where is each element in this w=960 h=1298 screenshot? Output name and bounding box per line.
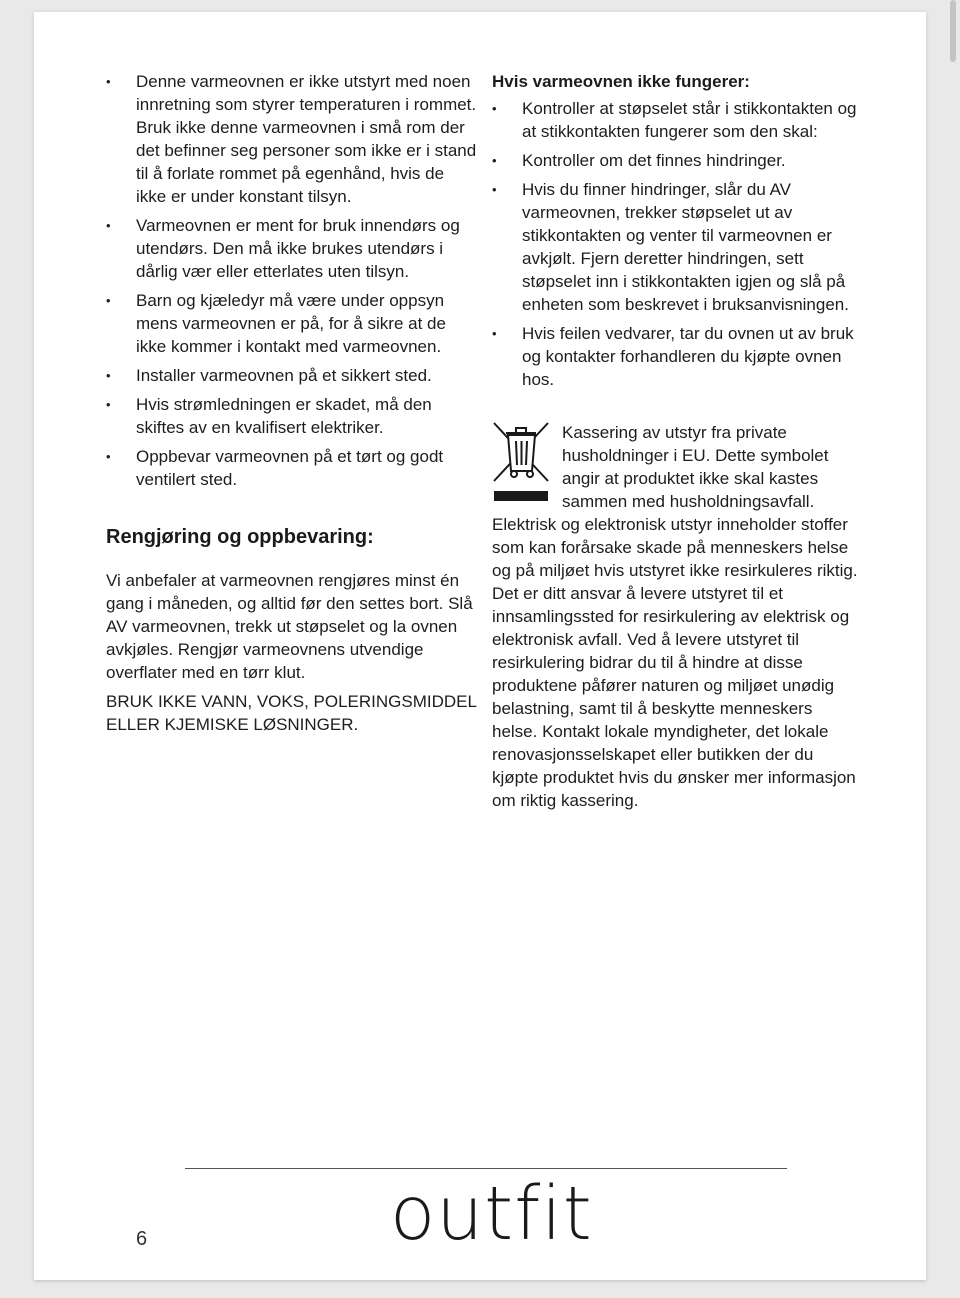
list-item: • Denne varmeovnen er ikke utstyrt med noen innretning som styrer temperaturen i rommet. Bruk ikke denne varmeovnen i små rom der det befinner seg personer som ikke er i stand til å forlate rommet på egenhånd, hvis de ikke er under konstant tilsyn.	[106, 70, 478, 208]
disposal-intro: Kassering av utstyr fra private husholdninger i EU. Dette symbolet angir at produktet ikke skal kastes sammen med husholdningsavfall.	[562, 423, 829, 511]
list-item: • Barn og kjæledyr må være under oppsyn mens varmeovnen er på, for å sikre at de ikke kommer i kontakt med varmeovnen.	[106, 289, 478, 358]
troubleshooting-list	[492, 97, 860, 391]
list-item: • Hvis du finner hindringer, slår du AV varmeovnen, trekker støpselet ut av stikkontakten og venter til varmeovnen er avkjølt. Fjern deretter hindringen, sett støpselet inn i stikkontakten igjen og slå på enheten som beskrevet i bruksanvisningen.	[492, 178, 860, 316]
cleaning-heading: Rengjøring og oppbevaring:	[106, 526, 374, 548]
left-column	[106, 70, 478, 736]
list-item: • Installer varmeovnen på et sikkert sted.	[106, 364, 478, 387]
right-column	[492, 70, 860, 812]
list-item: • Kontroller at støpselet står i stikkontakten og at stikkontakten fungerer som den skal:	[492, 97, 860, 143]
list-item: • Kontroller om det finnes hindringer.	[492, 149, 860, 172]
page-number: 6	[136, 1228, 148, 1250]
brand-logo: outfit	[390, 1171, 593, 1257]
footer-divider	[185, 1168, 787, 1169]
crossed-out-wheelie-bin-icon	[492, 421, 550, 505]
scrollbar[interactable]	[950, 0, 956, 62]
list-item: • Hvis feilen vedvarer, tar du ovnen ut av bruk og kontakter forhandleren du kjøpte ovnen hos.	[492, 322, 860, 391]
manual-page	[34, 12, 926, 1280]
disposal-body: Elektrisk og elektronisk utstyr inneholder stoffer som kan forårsake skade på menneskers helse og på miljøet hvis utstyret ikke resirkuleres riktig. Det er ditt ansvar å levere utstyret til et innsamlingssted for resirkulering av elektrisk og elektronisk avfall. Ved å levere utstyret til resirkulering bidrar du til å hindre at disse produktene påfører naturen og miljøet unødig belastning, samt til å beskytte menneskers helse. Kontakt lokale myndigheter, det lokale renovasjonsselskapet eller butikken der du kjøpte produktet hvis du ønsker mer informasjon om riktig kassering.	[492, 515, 858, 810]
cleaning-body: Vi anbefaler at varmeovnen rengjøres minst én gang i måneden, og alltid før den settes bort. Slå AV varmeovnen, trekk ut støpselet og la ovnen avkjøles. Rengjør varmeovnens utvendige overflater med en tørr klut.	[106, 571, 473, 682]
safety-list	[106, 70, 478, 491]
list-item: • Varmeovnen er ment for bruk innendørs og utendørs. Den må ikke brukes utendørs i dårlig vær eller etterlates uten tilsyn.	[106, 214, 478, 283]
cleaning-warning: BRUK IKKE VANN, VOKS, POLERINGSMIDDEL ELLER KJEMISKE LØSNINGER.	[106, 692, 477, 734]
troubleshooting-heading: Hvis varmeovnen ikke fungerer:	[492, 72, 750, 91]
disposal-section	[492, 421, 860, 812]
list-item: • Oppbevar varmeovnen på et tørt og godt ventilert sted.	[106, 445, 478, 491]
list-item: • Hvis strømledningen er skadet, må den skiftes av en kvalifisert elektriker.	[106, 393, 478, 439]
